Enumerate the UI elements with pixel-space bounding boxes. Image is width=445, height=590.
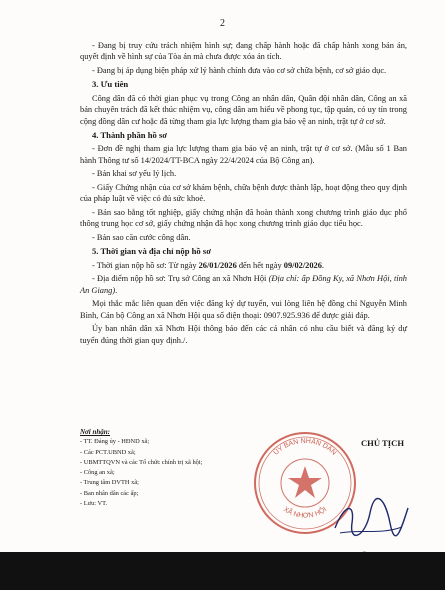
closing-notice: Ủy ban nhân dân xã Nhơn Hội thông báo đến các cá nhân có nhu cầu biết và đăng ký dự tuyển đúng thời gian quy định./. bbox=[80, 324, 407, 345]
seal-text-top: ỦY BAN NHÂN DÂN bbox=[272, 437, 338, 457]
recipient-item: - Công an xã; bbox=[80, 469, 115, 477]
recipient-item: - Lưu: VT. bbox=[80, 500, 108, 508]
place-suffix: . bbox=[115, 285, 118, 295]
paragraph: - Bản khai sơ yếu lý lịch. bbox=[92, 169, 177, 179]
time-suffix: . bbox=[321, 260, 324, 270]
paragraph-list bbox=[80, 40, 407, 258]
page-number: 2 bbox=[220, 18, 225, 29]
recipient-item: - Ban nhân dân các ấp; bbox=[80, 489, 139, 497]
paragraph: - Bản sao bằng tốt nghiệp, giấy chứng nhận đã hoàn thành xong chương trình giáo dục phổ thông trung học cơ sở, giấy chứng nhận đã học xong chương trình giáo dục tiểu học. bbox=[80, 208, 407, 229]
section-heading: 4. Thành phần hồ sơ bbox=[92, 130, 168, 141]
section-heading: 5. Thời gian và địa chỉ nộp hồ sơ bbox=[92, 246, 211, 257]
paragraph: - Giấy Chứng nhận của cơ sở khám bệnh, chữa bệnh được thành lập, hoạt động theo quy định của pháp luật về việc có đủ sức khoẻ. bbox=[80, 183, 407, 204]
time-prefix: - Thời gian nộp hồ sơ: Từ ngày bbox=[92, 260, 199, 270]
recipient-item: - TT. Đảng ủy - HĐND xã; bbox=[80, 438, 150, 446]
section-heading: 3. Ưu tiên bbox=[92, 79, 129, 90]
recipients-block bbox=[80, 427, 250, 509]
place-address: (Địa chỉ: ấp Đồng Ky, xã Nhơn Hội, tỉnh An Giang) bbox=[80, 274, 407, 295]
recipient-item: - Các PCT.UBND xã; bbox=[80, 448, 136, 456]
end-date: 09/02/2026 bbox=[283, 260, 322, 270]
recipients-list bbox=[80, 437, 250, 509]
paragraph: - Đơn đề nghị tham gia lực lượng tham gia bảo vệ an ninh, trật tự ở cơ sở. (Mẫu số 1 Ban hành Thông tư số 14/2024/TT-BCA ngày 22/4/2024 của Bộ Công an). bbox=[80, 144, 407, 165]
submission-place-line bbox=[80, 273, 407, 296]
submission-time-line bbox=[80, 260, 407, 271]
recipients-title: Nơi nhận: bbox=[80, 428, 111, 436]
closing-contact: Mọi thắc mắc liên quan đến việc đăng ký dự tuyển, vui lòng liên hệ đồng chí Nguyễn Minh Bình, Cán bộ Công an xã Nhơn Hội qua số điện thoại: 0907.925.936 để được giải đáp. bbox=[80, 299, 407, 320]
document-body bbox=[80, 40, 407, 348]
screen-bottom-bar bbox=[0, 552, 445, 590]
time-middle: đến hết ngày bbox=[236, 260, 284, 270]
signer-position: CHỦ TỊCH bbox=[360, 438, 405, 448]
paragraph: - Đang bị áp dụng biện pháp xử lý hành chính đưa vào cơ sở chữa bệnh, cơ sở giáo dục. bbox=[92, 66, 387, 75]
paragraph: Công dân đã có thời gian phục vụ trong Công an nhân dân, Quân đội nhân dân, Công an xã bán chuyên trách đã kết thúc nhiệm vụ, công dân am hiểu về phong tục, tập quán, có uy tín trong cộng đồng dân cư hoặc đã từng tham gia lực lượng tham gia bảo vệ an ninh, trật tự ở cơ sở. bbox=[80, 93, 407, 126]
recipient-item: - UBMTTQVN và các Tổ chức chính trị xã hội; bbox=[80, 458, 203, 466]
paragraph: - Đang bị truy cứu trách nhiệm hình sự; đang chấp hành hoặc đã chấp hành xong bản án, quyết định về hình sự của Tòa án mà chưa được xóa án tích. bbox=[80, 41, 407, 62]
recipient-item: - Trung tâm DVTH xã; bbox=[80, 479, 139, 487]
handwritten-signature-icon bbox=[330, 493, 410, 543]
place-prefix: - Địa điểm nộp hồ sơ: Trụ sở Công an xã Nhơn Hội bbox=[92, 274, 269, 284]
seal-text-bottom: XÃ NHƠN HỘI bbox=[281, 506, 329, 520]
start-date: 26/01/2026 bbox=[198, 260, 237, 270]
paragraph: - Bản sao căn cước công dân. bbox=[92, 233, 191, 243]
